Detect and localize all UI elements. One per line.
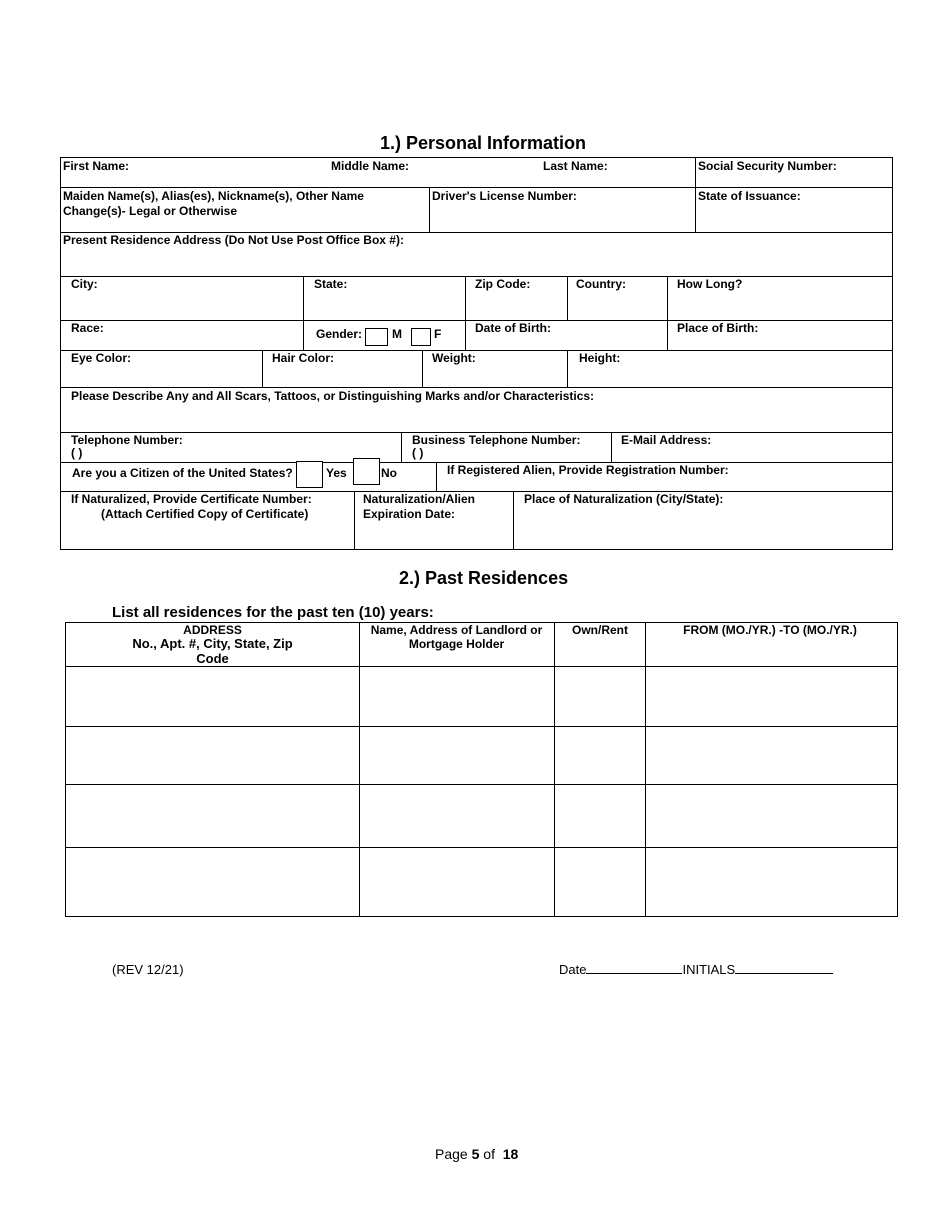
citizen-no-checkbox[interactable]: [353, 458, 380, 485]
table-row: [66, 727, 897, 783]
telephone-label: Telephone Number:: [71, 433, 183, 447]
naturalization-expiration-label-line1: Naturalization/Alien: [363, 492, 476, 506]
header-address-detail: No., Apt. #, City, State, Zip: [132, 636, 293, 651]
own-rent-cell[interactable]: [555, 785, 644, 846]
business-telephone-area-code: ( ): [412, 446, 424, 460]
header-own-rent: Own/Rent: [572, 623, 628, 637]
table-row: [66, 785, 897, 846]
table-row: [66, 667, 897, 725]
scars-tattoos-field[interactable]: [62, 406, 891, 430]
own-rent-cell[interactable]: [555, 848, 644, 916]
place-of-birth-label: Place of Birth:: [677, 321, 759, 335]
citizen-question-label: Are you a Citizen of the United States?: [72, 466, 293, 480]
how-long-label: How Long?: [677, 277, 743, 291]
gender-f-label: F: [434, 327, 442, 341]
country-label: Country:: [576, 277, 626, 291]
from-to-cell[interactable]: [646, 848, 896, 916]
page-prefix: Page: [435, 1146, 472, 1162]
naturalized-certificate-label: If Naturalized, Provide Certificate Number:: [71, 492, 312, 506]
landlord-cell[interactable]: [360, 785, 553, 846]
email-label: E-Mail Address:: [621, 433, 712, 447]
race-label: Race:: [71, 321, 104, 335]
gender-label: Gender:: [316, 327, 363, 341]
place-of-naturalization-label: Place of Naturalization (City/State):: [524, 492, 724, 506]
scars-tattoos-label: Please Describe Any and All Scars, Tattoos, or Distinguishing Marks and/or Characteristics:: [71, 389, 595, 403]
revision-label: (REV 12/21): [112, 962, 184, 977]
initials-blank[interactable]: [735, 961, 833, 974]
date-blank[interactable]: [586, 961, 682, 974]
gender-f-checkbox[interactable]: [411, 328, 431, 346]
section-title-past-residences: 2.) Past Residences: [399, 568, 569, 588]
citizen-no-label: No: [381, 466, 397, 480]
attach-certificate-note: (Attach Certified Copy of Certificate): [101, 507, 309, 521]
telephone-area-code: ( ): [71, 446, 83, 460]
page-of: of: [479, 1146, 503, 1162]
alien-registration-label: If Registered Alien, Provide Registration Number:: [447, 463, 729, 477]
drivers-license-label: Driver's License Number:: [432, 189, 577, 203]
last-name-field[interactable]: [540, 172, 694, 186]
section-title-personal-information: 1.) Personal Information: [380, 133, 587, 153]
landlord-cell[interactable]: [360, 667, 553, 725]
present-address-field[interactable]: [62, 250, 891, 275]
table-row: [66, 848, 897, 916]
page-current: 5: [471, 1146, 480, 1162]
ssn-label: Social Security Number:: [698, 159, 837, 173]
page-total: 18: [502, 1146, 519, 1162]
citizen-yes-checkbox[interactable]: [296, 461, 323, 488]
landlord-cell[interactable]: [360, 848, 553, 916]
header-landlord: Name, Address of Landlord or Mortgage Holder: [370, 623, 543, 651]
naturalization-expiration-label-line2: Expiration Date:: [363, 507, 456, 521]
gender-m-checkbox[interactable]: [365, 328, 388, 346]
eye-color-label: Eye Color:: [71, 351, 132, 365]
initials-label: INITIALS: [682, 962, 736, 977]
middle-name-label: Middle Name:: [331, 159, 410, 173]
date-label: Date: [559, 962, 587, 977]
landlord-cell[interactable]: [360, 727, 553, 783]
ssn-field[interactable]: [697, 172, 892, 186]
drivers-license-field[interactable]: [431, 205, 693, 230]
page-number: [435, 1146, 518, 1162]
first-name-label: First Name:: [63, 159, 130, 173]
from-to-cell[interactable]: [646, 667, 896, 725]
from-to-cell[interactable]: [646, 727, 896, 783]
maiden-names-label: Maiden Name(s), Alias(es), Nickname(s), Other Name Change(s)- Legal or Otherwise: [63, 189, 364, 218]
state-of-issuance-label: State of Issuance:: [698, 189, 801, 203]
header-address-code: Code: [196, 651, 229, 666]
height-label: Height:: [579, 351, 621, 365]
present-address-label: Present Residence Address (Do Not Use Post Office Box #):: [63, 233, 404, 247]
header-address: ADDRESS: [183, 623, 242, 637]
own-rent-cell[interactable]: [555, 667, 644, 725]
zip-code-label: Zip Code:: [475, 277, 531, 291]
state-label: State:: [314, 277, 348, 291]
header-from-to: FROM (MO./YR.) -TO (MO./YR.): [683, 623, 857, 637]
own-rent-cell[interactable]: [555, 727, 644, 783]
state-of-issuance-field[interactable]: [697, 205, 891, 230]
address-cell[interactable]: [66, 667, 358, 725]
date-initials-line: [559, 961, 833, 977]
weight-label: Weight:: [432, 351, 476, 365]
last-name-label: Last Name:: [543, 159, 608, 173]
address-cell[interactable]: [66, 848, 358, 916]
first-name-field[interactable]: [61, 172, 326, 186]
residences-instruction: List all residences for the past ten (10) years:: [112, 604, 434, 621]
date-of-birth-label: Date of Birth:: [475, 321, 551, 335]
gender-m-label: M: [392, 327, 402, 341]
address-cell[interactable]: [66, 785, 358, 846]
city-label: City:: [71, 277, 98, 291]
middle-name-field[interactable]: [328, 172, 538, 186]
hair-color-label: Hair Color:: [272, 351, 335, 365]
address-cell[interactable]: [66, 727, 358, 783]
citizen-yes-label: Yes: [326, 466, 347, 480]
business-telephone-label: Business Telephone Number:: [412, 433, 581, 447]
from-to-cell[interactable]: [646, 785, 896, 846]
